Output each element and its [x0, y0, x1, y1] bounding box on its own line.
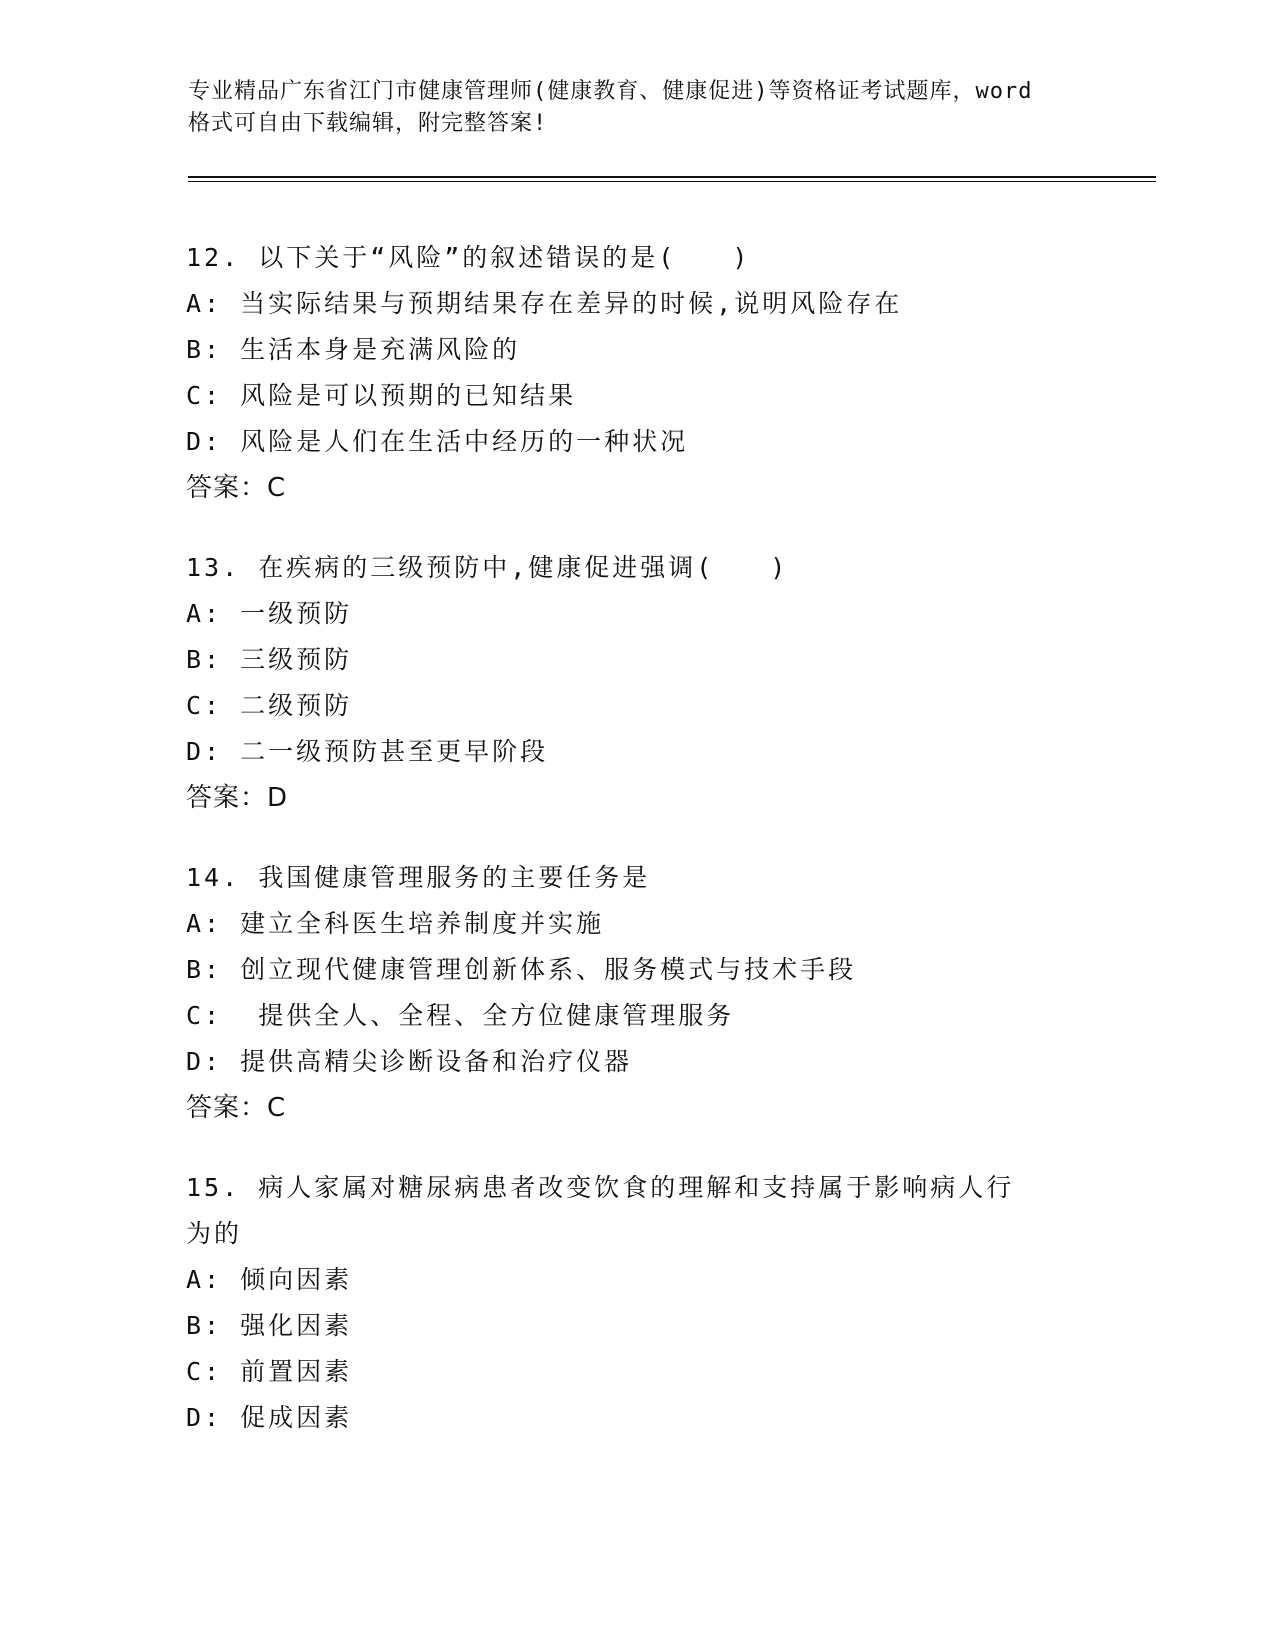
question-15 — [186, 1165, 1086, 1441]
question-title: 15. 病人家属对糖尿病患者改变饮食的理解和支持属于影响病人行为的 — [186, 1173, 1015, 1248]
option-c: C: 提供全人、全程、全方位健康管理服务 — [186, 1001, 735, 1030]
option-b: B: 三级预防 — [186, 645, 353, 674]
question-12 — [186, 235, 1086, 511]
header-line-2: 格式可自由下载编辑，附完整答案! — [188, 111, 548, 136]
question-13 — [186, 545, 1086, 821]
option-c: C: 二级预防 — [186, 691, 353, 720]
option-a: A: 当实际结果与预期结果存在差异的时候,说明风险存在 — [186, 289, 903, 318]
option-c: C: 风险是可以预期的已知结果 — [186, 381, 577, 410]
option-d: D: 二一级预防甚至更早阶段 — [186, 737, 549, 766]
option-b: B: 生活本身是充满风险的 — [186, 335, 521, 364]
header-divider-thin — [188, 181, 1156, 182]
option-c: C: 前置因素 — [186, 1357, 353, 1386]
option-d: D: 促成因素 — [186, 1403, 353, 1432]
question-list — [186, 235, 1086, 1475]
option-a: A: 建立全科医生培养制度并实施 — [186, 909, 605, 938]
question-title: 13. 在疾病的三级预防中,健康促进强调( ) — [186, 553, 789, 582]
option-a: A: 倾向因素 — [186, 1265, 353, 1294]
header-divider-thick — [188, 176, 1156, 178]
option-a: A: 一级预防 — [186, 599, 353, 628]
answer-text: 答案：C — [186, 1093, 287, 1123]
option-b: B: 创立现代健康管理创新体系、服务模式与技术手段 — [186, 955, 857, 984]
question-title: 12. 以下关于“风险”的叙述错误的是( ) — [186, 243, 751, 272]
answer-text: 答案：C — [186, 473, 287, 503]
option-d: D: 风险是人们在生活中经历的一种状况 — [186, 427, 689, 456]
option-d: D: 提供高精尖诊断设备和治疗仪器 — [186, 1047, 633, 1076]
document-header — [188, 76, 1088, 140]
header-line-1: 专业精品广东省江门市健康管理师(健康教育、健康促进)等资格证考试题库，word — [188, 79, 1033, 104]
question-title: 14. 我国健康管理服务的主要任务是 — [186, 863, 651, 892]
question-14 — [186, 855, 1086, 1131]
answer-text: 答案：D — [186, 783, 289, 813]
option-b: B: 强化因素 — [186, 1311, 353, 1340]
